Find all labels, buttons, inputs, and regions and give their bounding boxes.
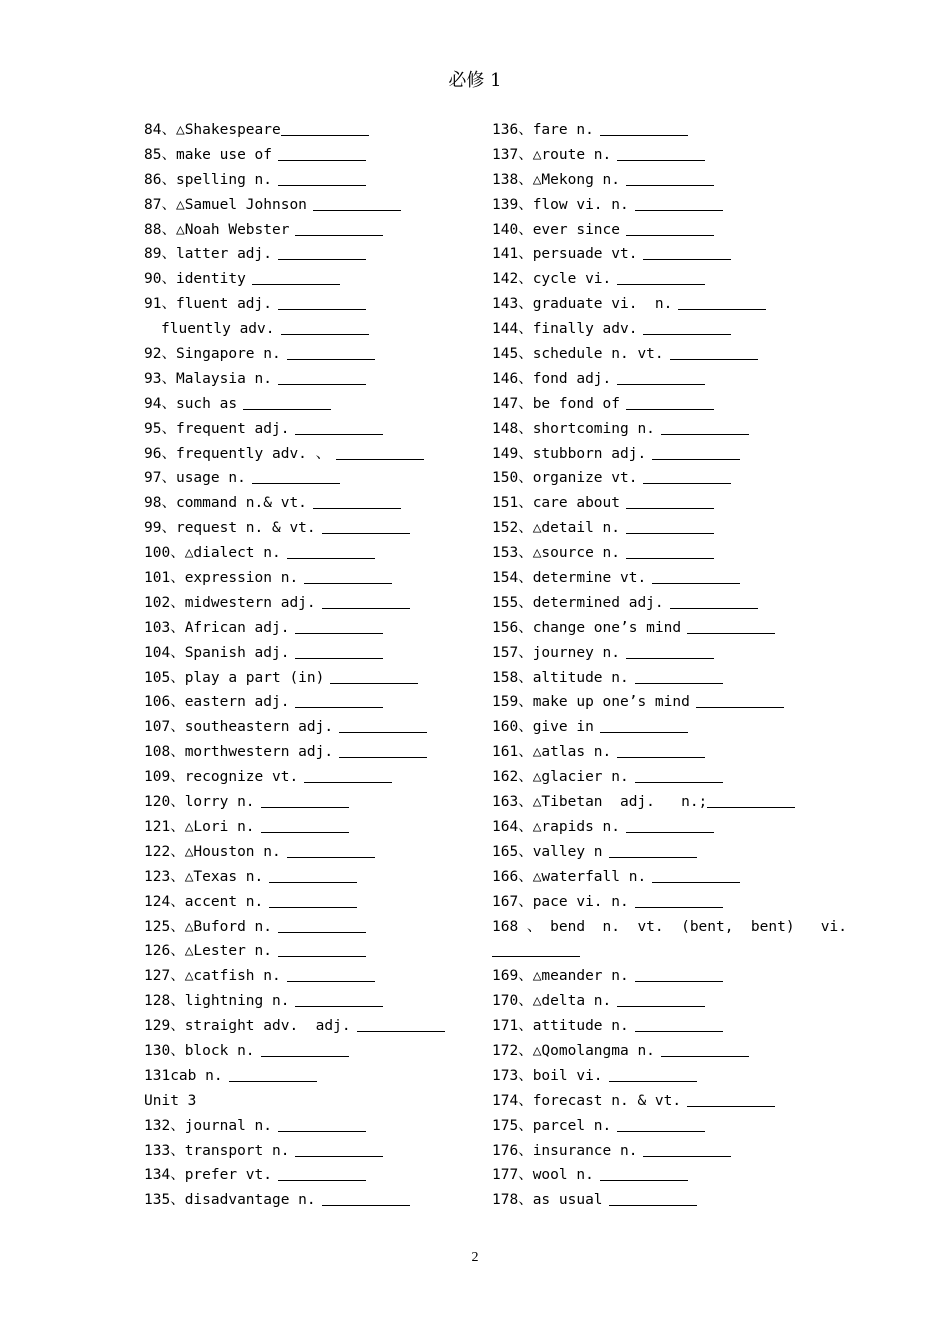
answer-blank[interactable] xyxy=(635,669,723,684)
answer-blank[interactable] xyxy=(643,245,731,260)
answer-blank[interactable] xyxy=(626,818,714,833)
vocab-item: 128、lightning n. xyxy=(144,989,474,1014)
answer-blank[interactable] xyxy=(336,445,424,460)
answer-blank[interactable] xyxy=(261,1042,349,1057)
answer-blank[interactable] xyxy=(643,469,731,484)
vocab-item: 162、△glacier n. xyxy=(492,765,822,790)
answer-blank[interactable] xyxy=(626,221,714,236)
answer-blank[interactable] xyxy=(252,270,340,285)
vocab-item: 140、ever since xyxy=(492,218,822,243)
vocab-item: 133、transport n. xyxy=(144,1139,474,1164)
answer-blank[interactable] xyxy=(635,196,723,211)
answer-blank[interactable] xyxy=(626,544,714,559)
answer-blank[interactable] xyxy=(696,693,784,708)
vocab-item: 154、determine vt. xyxy=(492,566,822,591)
answer-blank[interactable] xyxy=(287,345,375,360)
answer-blank[interactable] xyxy=(313,494,401,509)
answer-blank[interactable] xyxy=(687,619,775,634)
answer-blank[interactable] xyxy=(626,171,714,186)
vocab-item: 152、△detail n. xyxy=(492,516,822,541)
answer-blank[interactable] xyxy=(243,395,331,410)
answer-blank[interactable] xyxy=(492,942,580,957)
vocab-item: 160、give in xyxy=(492,715,822,740)
vocab-item: 149、stubborn adj. xyxy=(492,442,822,467)
vocab-item: 158、altitude n. xyxy=(492,666,822,691)
vocab-item: 123、△Texas n. xyxy=(144,865,474,890)
answer-blank[interactable] xyxy=(322,594,410,609)
vocab-item: 105、play a part (in) xyxy=(144,666,474,691)
vocab-item: 174、forecast n. & vt. xyxy=(492,1089,822,1114)
vocab-item: 95、frequent adj. xyxy=(144,417,474,442)
answer-blank[interactable] xyxy=(278,942,366,957)
vocab-item: 166、△waterfall n. xyxy=(492,865,822,890)
answer-blank[interactable] xyxy=(661,420,749,435)
vocab-item: 151、care about xyxy=(492,491,822,516)
answer-blank[interactable] xyxy=(278,295,366,310)
vocab-item: 155、determined adj. xyxy=(492,591,822,616)
vocab-item: 153、△source n. xyxy=(492,541,822,566)
vocab-item: 89、latter adj. xyxy=(144,242,474,267)
vocab-item: 146、fond adj. xyxy=(492,367,822,392)
answer-blank[interactable] xyxy=(295,693,383,708)
vocab-item: 134、prefer vt. xyxy=(144,1163,474,1188)
answer-blank[interactable] xyxy=(261,818,349,833)
vocab-item: 88、△Noah Webster xyxy=(144,218,474,243)
vocab-item: 99、request n. & vt. xyxy=(144,516,474,541)
vocab-item: 103、African adj. xyxy=(144,616,474,641)
answer-blank[interactable] xyxy=(600,718,688,733)
vocab-item: 177、wool n. xyxy=(492,1163,822,1188)
vocab-item: 131cab n. xyxy=(144,1064,474,1089)
vocab-item: 94、such as xyxy=(144,392,474,417)
vocab-item: 147、be fond of xyxy=(492,392,822,417)
vocab-item: 178、as usual xyxy=(492,1188,822,1213)
vocab-item: 126、△Lester n. xyxy=(144,939,474,964)
vocab-item: 141、persuade vt. xyxy=(492,242,822,267)
answer-blank[interactable] xyxy=(287,544,375,559)
answer-blank[interactable] xyxy=(330,669,418,684)
answer-blank[interactable] xyxy=(626,395,714,410)
vocab-item: 86、spelling n. xyxy=(144,168,474,193)
answer-blank[interactable] xyxy=(287,843,375,858)
vocab-item: 176、insurance n. xyxy=(492,1139,822,1164)
answer-blank[interactable] xyxy=(304,768,392,783)
answer-blank[interactable] xyxy=(687,1092,775,1107)
answer-blank[interactable] xyxy=(678,295,766,310)
answer-blank[interactable] xyxy=(295,1142,383,1157)
answer-blank[interactable] xyxy=(252,469,340,484)
vocab-item: 144、finally adv. xyxy=(492,317,822,342)
answer-blank[interactable] xyxy=(609,843,697,858)
answer-blank[interactable] xyxy=(643,1142,731,1157)
answer-blank[interactable] xyxy=(617,1117,705,1132)
vocab-item: 156、change one’s mind xyxy=(492,616,822,641)
answer-blank[interactable] xyxy=(617,146,705,161)
vocab-item: 175、parcel n. xyxy=(492,1114,822,1139)
answer-blank[interactable] xyxy=(626,644,714,659)
vocab-item: 161、△atlas n. xyxy=(492,740,822,765)
answer-blank[interactable] xyxy=(617,270,705,285)
vocab-item: 171、attitude n. xyxy=(492,1014,822,1039)
vocab-item: 106、eastern adj. xyxy=(144,690,474,715)
vocab-item: 163、△Tibetan adj. n.; xyxy=(492,790,822,815)
page-number: 2 xyxy=(471,1250,479,1265)
vocab-item: 125、△Buford n. xyxy=(144,915,474,940)
answer-blank[interactable] xyxy=(609,1067,697,1082)
answer-blank[interactable] xyxy=(278,146,366,161)
answer-blank[interactable] xyxy=(635,967,723,982)
vocab-item: 157、journey n. xyxy=(492,641,822,666)
vocab-item: 96、frequently adv. 、 xyxy=(144,442,474,467)
answer-blank[interactable] xyxy=(281,121,369,136)
answer-blank[interactable] xyxy=(295,644,383,659)
vocab-item: 164、△rapids n. xyxy=(492,815,822,840)
answer-blank[interactable] xyxy=(295,619,383,634)
vocab-item: 137、△route n. xyxy=(492,143,822,168)
vocab-item: 130、block n. xyxy=(144,1039,474,1064)
vocab-item: 98、command n.& vt. xyxy=(144,491,474,516)
vocab-item: 167、pace vi. n. xyxy=(492,890,822,915)
answer-blank[interactable] xyxy=(600,1166,688,1181)
vocab-item: 145、schedule n. vt. xyxy=(492,342,822,367)
vocab-item: 173、boil vi. xyxy=(492,1064,822,1089)
vocab-item: fluently adv. xyxy=(144,317,474,342)
answer-blank[interactable] xyxy=(278,370,366,385)
vocab-item: 159、make up one’s mind xyxy=(492,690,822,715)
answer-blank[interactable] xyxy=(304,569,392,584)
answer-blank[interactable] xyxy=(626,519,714,534)
answer-blank[interactable] xyxy=(617,743,705,758)
vocab-item: 168 、 bend n. vt. (bent, bent) vi. xyxy=(492,915,822,965)
answer-blank[interactable] xyxy=(322,1191,410,1206)
vocab-item: 120、lorry n. xyxy=(144,790,474,815)
vocab-item: 132、journal n. xyxy=(144,1114,474,1139)
vocab-item: 108、morthwestern adj. xyxy=(144,740,474,765)
answer-blank[interactable] xyxy=(281,320,369,335)
answer-blank[interactable] xyxy=(652,868,740,883)
vocab-item: 138、△Mekong n. xyxy=(492,168,822,193)
left-column xyxy=(144,118,474,1213)
answer-blank[interactable] xyxy=(670,594,758,609)
answer-blank[interactable] xyxy=(295,221,383,236)
vocab-item: 85、make use of xyxy=(144,143,474,168)
answer-blank[interactable] xyxy=(278,1117,366,1132)
answer-blank[interactable] xyxy=(295,992,383,1007)
answer-blank[interactable] xyxy=(609,1191,697,1206)
vocab-item: 172、△Qomolangma n. xyxy=(492,1039,822,1064)
vocab-item: 165、valley n xyxy=(492,840,822,865)
vocab-item: 169、△meander n. xyxy=(492,964,822,989)
answer-blank[interactable] xyxy=(295,420,383,435)
vocab-item: 109、recognize vt. xyxy=(144,765,474,790)
vocab-item: 107、southeastern adj. xyxy=(144,715,474,740)
vocab-item: 150、organize vt. xyxy=(492,466,822,491)
answer-blank[interactable] xyxy=(635,893,723,908)
answer-blank[interactable] xyxy=(707,793,795,808)
vocab-item: 129、straight adv. adj. xyxy=(144,1014,474,1039)
answer-blank[interactable] xyxy=(278,1166,366,1181)
vocab-item: 124、accent n. xyxy=(144,890,474,915)
vocab-item: 142、cycle vi. xyxy=(492,267,822,292)
answer-blank[interactable] xyxy=(278,245,366,260)
answer-blank[interactable] xyxy=(269,893,357,908)
answer-blank[interactable] xyxy=(278,171,366,186)
answer-blank[interactable] xyxy=(670,345,758,360)
vocab-item: 121、△Lori n. xyxy=(144,815,474,840)
vocab-item: 84、△Shakespeare xyxy=(144,118,474,143)
vocab-item: 100、△dialect n. xyxy=(144,541,474,566)
answer-blank[interactable] xyxy=(278,918,366,933)
vocab-item: 135、disadvantage n. xyxy=(144,1188,474,1213)
answer-blank[interactable] xyxy=(643,320,731,335)
answer-blank[interactable] xyxy=(661,1042,749,1057)
vocab-item: 143、graduate vi. n. xyxy=(492,292,822,317)
vocab-item: 139、flow vi. n. xyxy=(492,193,822,218)
answer-blank[interactable] xyxy=(313,196,401,211)
vocab-item: 93、Malaysia n. xyxy=(144,367,474,392)
answer-blank[interactable] xyxy=(339,718,427,733)
vocab-item: 122、△Houston n. xyxy=(144,840,474,865)
vocab-item: 91、fluent adj. xyxy=(144,292,474,317)
answer-blank[interactable] xyxy=(357,1017,445,1032)
answer-blank[interactable] xyxy=(287,967,375,982)
vocab-item: 127、△catfish n. xyxy=(144,964,474,989)
page-title: 必修 1 xyxy=(448,70,502,91)
vocab-item: 104、Spanish adj. xyxy=(144,641,474,666)
right-column xyxy=(492,118,847,1213)
answer-blank[interactable] xyxy=(652,445,740,460)
answer-blank[interactable] xyxy=(322,519,410,534)
vocab-item: 102、midwestern adj. xyxy=(144,591,474,616)
answer-blank[interactable] xyxy=(339,743,427,758)
answer-blank[interactable] xyxy=(635,768,723,783)
answer-blank[interactable] xyxy=(626,494,714,509)
vocab-item: 170、△delta n. xyxy=(492,989,822,1014)
answer-blank[interactable] xyxy=(261,793,349,808)
vocab-item: 101、expression n. xyxy=(144,566,474,591)
answer-blank[interactable] xyxy=(635,1017,723,1032)
answer-blank[interactable] xyxy=(229,1067,317,1082)
answer-blank[interactable] xyxy=(600,121,688,136)
answer-blank[interactable] xyxy=(617,370,705,385)
vocab-item: 97、usage n. xyxy=(144,466,474,491)
vocab-item: 90、identity xyxy=(144,267,474,292)
vocab-item: 92、Singapore n. xyxy=(144,342,474,367)
vocab-item: 136、fare n. xyxy=(492,118,822,143)
answer-blank[interactable] xyxy=(269,868,357,883)
unit-heading: Unit 3 xyxy=(144,1092,197,1109)
vocab-item: 148、shortcoming n. xyxy=(492,417,822,442)
answer-blank[interactable] xyxy=(617,992,705,1007)
vocab-item: 87、△Samuel Johnson xyxy=(144,193,474,218)
answer-blank[interactable] xyxy=(652,569,740,584)
